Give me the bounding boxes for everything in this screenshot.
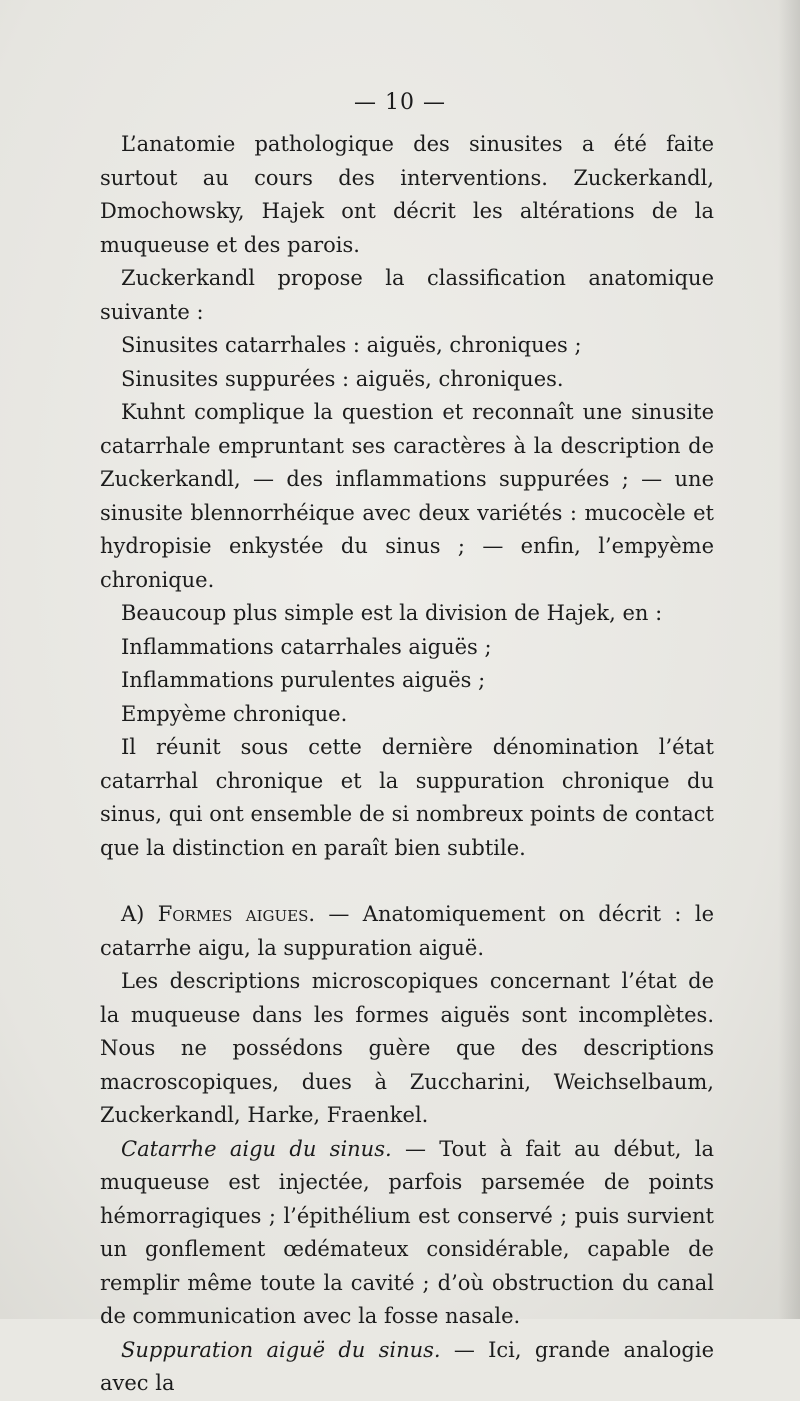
body-text <box>100 128 714 1401</box>
section-heading: A) Formes aigues. — <box>121 902 350 926</box>
paragraph-classification: Zuckerkandl propose la classification anatomique suivante : <box>100 266 714 324</box>
paragraph-microscopic: Les descriptions microscopiques concernant l’état de la muqueuse dans les formes aiguës sont incomplètes. Nous ne possédons guère que des descriptions macroscopiques, dues à Zuccharini, Weichselbaum, Zuckerkandl, Harke, Fraenkel. <box>100 969 714 1127</box>
list-item: Inflammations catarrhales aiguës ; <box>121 634 492 659</box>
subheading-catarrh: Catarrhe aigu du sinus. <box>121 1136 392 1161</box>
list-item: Empyème chronique. <box>121 701 348 726</box>
paragraph-hajek: Beaucoup plus simple est la division de Hajek, en : <box>121 601 663 625</box>
section-acute-forms <box>100 898 714 965</box>
paragraph-acute-catarrh <box>100 1133 714 1334</box>
paragraph-kuhnt: Kuhnt complique la question et reconnaît une sinusite catarrhale empruntant ses caractères à la description de Zuckerkandl, — des inflammations suppurées ; — une sinusite blennorrhéique avec deux variétés : mucocèle et hydropisie enkystée du sinus ; — enfin, l’empyème chronique. <box>100 400 714 592</box>
list-item: Inflammations purulentes aiguës ; <box>121 668 486 692</box>
list-item: Sinusites suppurées : aiguës, chroniques. <box>121 366 564 391</box>
paragraph-chronic: Il réunit sous cette dernière dénomination l’état catarrhal chronique et la suppuration chronique du sinus, qui ont ensemble de si nombreux points de contact que la distinction en paraît bien subtile. <box>100 735 714 860</box>
paragraph-acute-suppuration <box>100 1334 714 1401</box>
paragraph-text: — Ici, grande analogie avec la <box>100 1337 714 1395</box>
page-number: — 10 — <box>354 90 446 115</box>
paragraph-text: — Tout à fait au début, la muqueuse est injectée, parfois parsemée de points hémorragiques ; l’épithélium est conservé ; puis survient un gonflement œdémateux considérable, capable de remplir même toute la cavité ; d’où obstruction du canal de communication avec la fosse nasale. <box>100 1136 714 1328</box>
paragraph-intro: L’anatomie pathologique des sinusites a été faite surtout au cours des interventions. Zuckerkandl, Dmochowsky, Hajek ont décrit les altérations de la muqueuse et des parois. <box>100 132 714 257</box>
section-text: Anatomiquement on décrit : le catarrhe aigu, la suppuration aiguë. <box>100 902 714 960</box>
subheading-suppuration: Suppuration aiguë du sinus. <box>121 1337 441 1362</box>
list-item: Sinusites catarrhales : aiguës, chroniques ; <box>121 333 582 357</box>
